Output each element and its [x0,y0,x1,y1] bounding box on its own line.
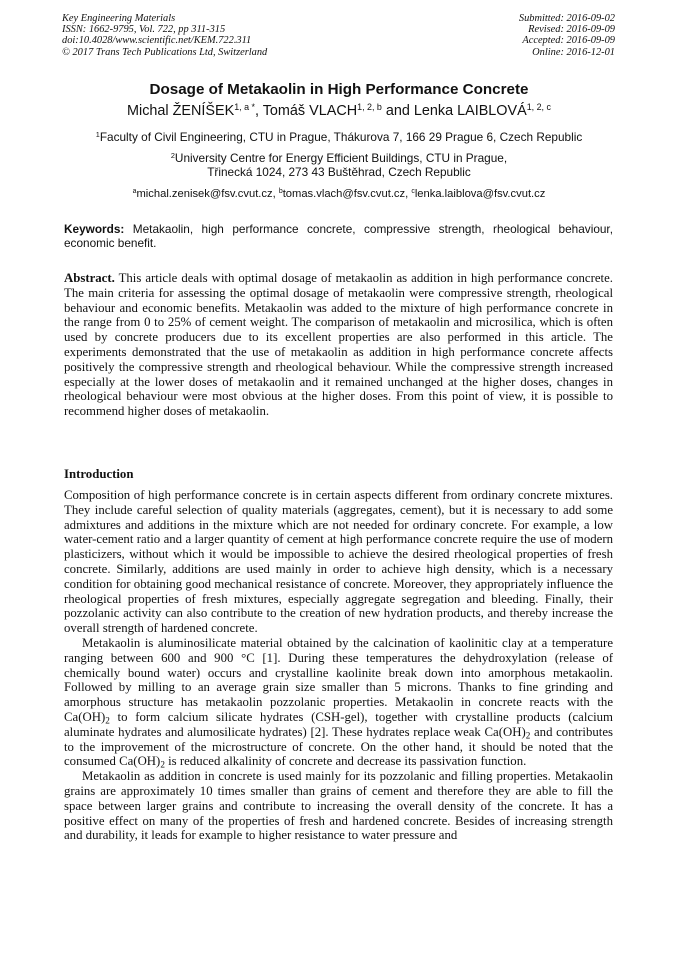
affiliation-2 [0,152,678,179]
paragraph [64,636,613,769]
paragraph-text: and contributes to the improvement of the microstructure of concrete. On the other hand, it should be noted that the consumed Ca(OH) [64,724,613,769]
email-marker: b [278,188,283,196]
email-marker: c [411,188,415,196]
abstract-label: Abstract. [64,271,115,285]
paragraph-text: is reduced alkalinity of concrete and decrease its passivation function. [164,754,527,769]
dates-header [519,13,615,58]
author-separator: , [254,103,263,119]
date-online: Online: 2016-12-01 [532,46,615,58]
subscript: 2 [160,759,165,770]
keywords-label: Keywords: [64,222,125,236]
affiliation-marker: 2 [170,150,175,160]
subscript: 2 [105,715,110,726]
paragraph: Metakaolin as addition in concrete is used mainly for its pozzolanic and filling properties. Metakaolin grains are approximately 10 times smaller than grains of cement and therefore they are able to fill the space between larger grains and contribute to increasing the overall density of the concrete. It has a positive effect on many of the properties of fresh and hardened concrete. Besides of increasing strength and durability, it leads for example to higher resistance to water pressure and [64,769,613,843]
email-link[interactable]: tomas.vlach@fsv.cvut.cz, [282,188,412,200]
email-marker: a [132,188,137,196]
affiliation-text: University Centre for Energy Efficient Buildings, CTU in Prague, [174,151,508,165]
date-accepted: Accepted: 2016-09-09 [522,35,615,47]
email-link[interactable]: michal.zenisek@fsv.cvut.cz, [136,188,279,200]
author-superscript: 1, 2, b [357,102,382,113]
author-name: Michal ŽENÍŠEK [127,103,235,119]
journal-header [62,13,267,58]
paper-title: Dosage of Metakaolin in High Performance Concrete [149,81,529,98]
paragraph: Composition of high performance concrete is in certain aspects different from ordinary concrete mixtures. They include careful selection of quality materials (aggregates, cement), but it is necessary to add some admixtures and additions in the mixture which are not needed for ordinary concrete. For example, a low water-cement ratio and a larger quantity of cement at high performance concrete require the use of modern plasticizers, without which it would be impossible to achieve the desired rheological properties of fresh concrete. Similarly, additions are used mainly in order to achieve high density, which is a necessary condition for obtaining good mechanical resistance of concrete. Moreover, they appropriately influence the rheological properties of fresh mixtures, especially aggregate segregation and bleeding. Finally, their pozzolanic activity can also contribute to the creation of new hydration products, and thereby increase the overall strength of hardened concrete. [64,488,613,636]
abstract-text: This article deals with optimal dosage of metakaolin as addition in high performance concrete. The main criteria for assessing the optimal dosage of metakaolin were compressive strength, rheological behaviour and economic benefits. Metakaolin was added to the mixture of high performance concrete in the range from 0 to 25% of cement weight. The comparison of metakaolin and microsilica, which is often used by concrete producers due to its excellent properties are also performed in this article. The experiments demonstrated that the use of metakaolin as addition in high performance concrete affects positively the compressive strength and rheological behaviour. While the compressive strength increased especially at the lower doses of metakaolin and it remained unchanged at the higher doses, changes in rheological behaviour were most obvious at the higher doses. From this point of view, it is possible to recommend higher doses of metakaolin. [64,271,613,419]
author-list [0,103,678,119]
journal-issn: ISSN: 1662-9795, Vol. 722, pp 311-315 [62,24,226,36]
paragraph-text: Metakaolin is aluminosilicate material obtained by the calcination of kaolinitic clay at a temperature ranging between 600 and 900 °C [1]. During these temperatures the dehydroxylation (release of chemically bound water) occurs and crystalline kaolinite break down into amorphous metakaolin. Followed by milling to an average grain size smaller than 5 microns. Thanks to fine grinding and amorphous structure has metakaolin pozzolanic properties. Metakaolin in concrete reacts with the Ca(OH) [64,635,613,724]
author-separator: and [381,103,414,119]
author-superscript: 1, 2, c [526,102,551,113]
journal-name: Key Engineering Materials [62,13,176,24]
section-heading-introduction: Introduction [64,467,134,481]
introduction-body [64,488,613,843]
date-submitted: Submitted: 2016-09-02 [518,13,615,24]
affiliation-text: Faculty of Civil Engineering, CTU in Prague, Thákurova 7, 166 29 Prague 6, Czech Republic [99,130,583,144]
keywords-block [64,223,613,250]
affiliation-marker: 1 [95,129,100,139]
abstract-block [64,271,613,419]
keywords-text: Metakaolin, high performance concrete, compressive strength, rheological behaviour, economic benefit. [64,222,613,250]
journal-copyright: © 2017 Trans Tech Publications Ltd, Switzerland [62,46,268,58]
email-link[interactable]: lenka.laiblova@fsv.cvut.cz [414,188,546,200]
author-name: Lenka LAIBLOVÁ [413,103,527,119]
date-revised: Revised: 2016-09-09 [528,24,615,36]
paragraph-text: to form calcium silicate hydrates (CSH-gel), together with crystalline products (calcium aluminate hydrates and alumosilicate hydrates) [2]. These hydrates replace weak Ca(OH) [64,709,613,739]
affiliation-1 [0,131,678,145]
author-superscript: 1, a * [234,102,255,113]
author-name: Tomáš VLACH [262,103,358,119]
subscript: 2 [525,730,531,741]
email-list [0,188,678,200]
journal-doi: doi:10.4028/www.scientific.net/KEM.722.311 [62,35,252,47]
affiliation-text: Třinecká 1024, 273 43 Buštěhrad, Czech Republic [207,164,471,179]
